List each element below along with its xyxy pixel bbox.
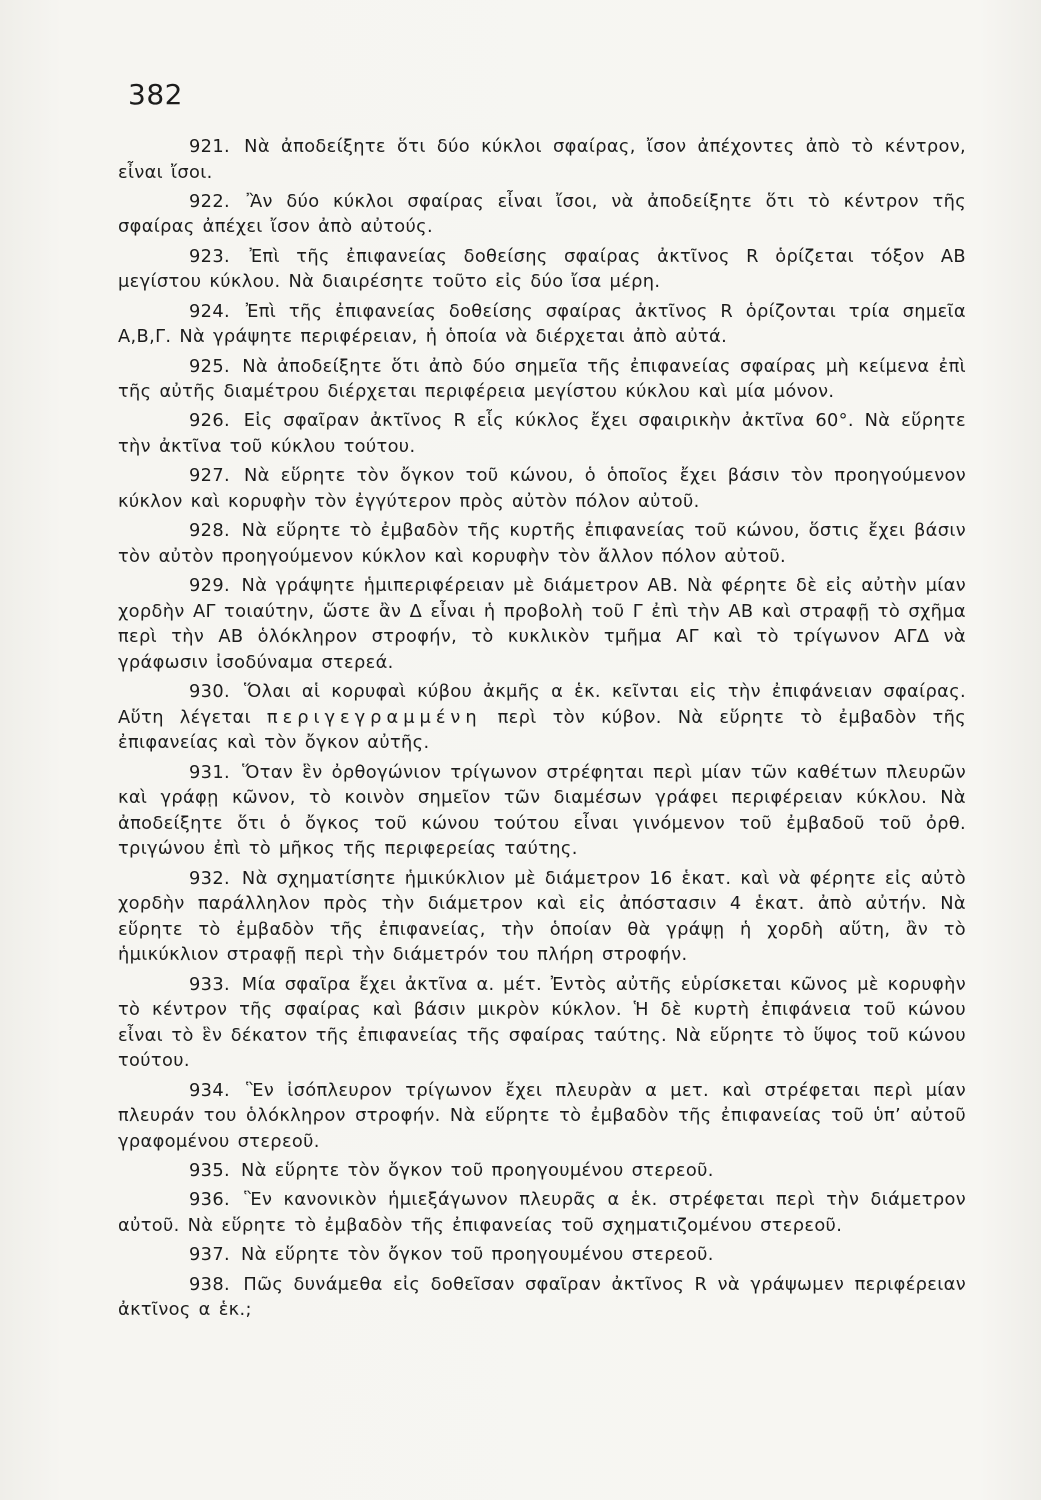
problem-list (118, 134, 966, 1327)
problem-text: Ὅταν ἓν ὀρθογώνιον τρίγωνον στρέφηται περὶ μίαν τῶν καθέτων πλευρῶν καὶ γράφῃ κῶνον, τὸ κοινὸν σημεῖον τῶν διαμέσων γράφει περιφέρειαν κύκλου. Νὰ ἀποδείξητε ὅτι ὁ ὄγκος τοῦ κώνου τούτου εἶναι γινόμενον τοῦ ἐμβαδοῦ τοῦ ὀρθ. τριγώνου ἐπὶ τὸ μῆκος τῆς περιφερείας ταύτης. (118, 761, 966, 860)
problem-number: 928. (189, 520, 230, 542)
problem-931 (118, 760, 966, 862)
problem-922 (118, 189, 966, 240)
problem-number: 922. (189, 190, 230, 212)
problem-text: Νὰ εὕρητε τὸν ὄγκον τοῦ προηγουμένου στερεοῦ. (241, 1244, 714, 1266)
problem-number: 937. (189, 1244, 230, 1266)
problem-929 (118, 573, 966, 675)
problem-number: 929. (189, 575, 230, 596)
problem-number: 933. (189, 973, 230, 995)
problem-text: Πῶς δυνάμεθα εἰς δοθεῖσαν σφαῖραν ἀκτῖνος R νὰ γράψωμεν περιφέρειαν ἀκτῖνος α ἑκ.; (118, 1273, 966, 1321)
problem-number: 932. (189, 867, 230, 889)
problem-text: Ὅλαι αἱ κορυφαὶ κύβου ἀκμῆς α ἑκ. κεῖνται εἰς τὴν ἐπιφάνειαν σφαίρας. Αὕτη λέγεται (118, 681, 966, 728)
problem-937 (118, 1242, 966, 1268)
problem-number: 936. (189, 1189, 230, 1211)
problem-number: 934. (189, 1079, 230, 1101)
problem-text: Νὰ γράψητε ἡμιπεριφέρειαν μὲ διάμετρον ΑΒ. Νὰ φέρητε δὲ εἰς αὐτὴν μίαν χορδὴν ΑΓ τοιαύτην, ὥστε ἂν Δ εἶναι ἡ προβολὴ τοῦ Γ ἐπὶ τὴν ΑΒ καὶ στραφῇ τὸ σχῆμα περὶ τὴν ΑΒ ὁλόκληρον στροφήν, τὸ κυκλικὸν τμῆμα ΑΓ καὶ τὸ τρίγωνον ΑΓΔ νὰ γράφωσιν ἰσοδύναμα στερεά. (118, 575, 966, 673)
problem-text: Ἂν δύο κύκλοι σφαίρας εἶναι ἴσοι, νὰ ἀποδείξητε ὅτι τὸ κέντρον τῆς σφαίρας ἀπέχει ἴσον ἀπὸ αὐτούς. (118, 190, 966, 238)
problem-938 (118, 1272, 966, 1323)
problem-933 (118, 972, 966, 1074)
problem-text: Ἐπὶ τῆς ἐπιφανείας δοθείσης σφαίρας ἀκτῖνος R ὁρίζεται τόξον ΑΒ μεγίστου κύκλου. Νὰ διαιρέσητε τοῦτο εἰς δύο ἴσα μέρη. (118, 245, 966, 293)
problem-number: 924. (189, 300, 230, 322)
problem-text: Ἓν κανονικὸν ἡμιεξάγωνον πλευρᾶς α ἑκ. στρέφεται περὶ τὴν διάμετρον αὐτοῦ. Νὰ εὕρητε τὸ ἐμβαδὸν τῆς ἐπιφανείας τοῦ σχηματιζομένου στερεοῦ. (118, 1189, 966, 1237)
problem-924 (118, 299, 966, 350)
problem-925 (118, 354, 966, 405)
problem-935 (118, 1158, 966, 1184)
problem-text: Μία σφαῖρα ἔχει ἀκτῖνα α. μέτ. Ἐντὸς αὐτῆς εὑρίσκεται κῶνος μὲ κορυφὴν τὸ κέντρον τῆς σφαίρας καὶ βάσιν μικρὸν κύκλον. Ἡ δὲ κυρτὴ ἐπιφάνεια τοῦ κώνου εἶναι τὸ ἓν δέκατον τῆς ἐπιφανείας τῆς σφαίρας ταύτης. Νὰ εὕρητε τὸ ὕψος τοῦ κώνου τούτου. (118, 973, 966, 1072)
problem-number: 925. (189, 355, 230, 377)
problem-926 (118, 408, 966, 459)
problem-text-continued: περὶ τὸν κύβον. Νὰ εὕρητε τὸ ἐμβαδὸν τῆς ἐπιφανείας καὶ τὸν ὄγκον αὐτῆς. (118, 706, 966, 754)
problem-930 (118, 679, 966, 756)
problem-number: 935. (189, 1160, 230, 1182)
problem-text: Εἰς σφαῖραν ἀκτῖνος R εἷς κύκλος ἔχει σφαιρικὴν ἀκτῖνα 60°. Νὰ εὕρητε τὴν ἀκτῖνα τοῦ κύκλου τούτου. (118, 410, 966, 457)
problem-number: 923. (189, 245, 230, 267)
problem-text: Νὰ ἀποδείξητε ὅτι ἀπὸ δύο σημεῖα τῆς ἐπιφανείας σφαίρας μὴ κείμενα ἐπὶ τῆς αὐτῆς διαμέτρου διέρχεται περιφέρεια μεγίστου κύκλου καὶ μία μόνον. (118, 355, 966, 403)
problem-number: 921. (189, 136, 230, 157)
spaced-emphasis-term: περιγεγραμμένη (266, 706, 482, 728)
problem-928 (118, 518, 966, 569)
problem-934 (118, 1078, 966, 1155)
problem-number: 926. (189, 410, 230, 432)
problem-927 (118, 463, 966, 514)
problem-921 (118, 134, 966, 185)
page-number: 382 (128, 78, 183, 111)
problem-number: 938. (189, 1273, 230, 1295)
problem-936 (118, 1187, 966, 1238)
problem-text: Νὰ εὕρητε τὸν ὄγκον τοῦ κώνου, ὁ ὁποῖος ἔχει βάσιν τὸν προηγούμενον κύκλον καὶ κορυφὴν τὸν ἐγγύτερον πρὸς αὐτὸν πόλον αὐτοῦ. (118, 465, 966, 512)
problem-text: Νὰ ἀποδείξητε ὅτι δύο κύκλοι σφαίρας, ἴσον ἀπέχοντες ἀπὸ τὸ κέντρον, εἶναι ἴσοι. (118, 136, 966, 183)
problem-text: Νὰ εὕρητε τὸ ἐμβαδὸν τῆς κυρτῆς ἐπιφανείας τοῦ κώνου, ὅστις ἔχει βάσιν τὸν αὐτὸν προηγούμενον κύκλον καὶ κορυφὴν τὸν ἄλλον πόλον αὐτοῦ. (118, 520, 966, 567)
problem-number: 927. (189, 465, 230, 487)
problem-text: Νὰ εὕρητε τὸν ὄγκον τοῦ προηγουμένου στερεοῦ. (241, 1160, 714, 1182)
problem-932 (118, 866, 966, 968)
problem-text: Ἓν ἰσόπλευρον τρίγωνον ἔχει πλευρὰν α μετ. καὶ στρέφεται περὶ μίαν πλευράν του ὁλόκληρον στροφήν. Νὰ εὕρητε τὸ ἐμβαδὸν τῆς ἐπιφανείας τοῦ ὑπ’ αὐτοῦ γραφομένου στερεοῦ. (118, 1079, 966, 1152)
problem-number: 930. (189, 681, 230, 703)
problem-text: Νὰ σχηματίσητε ἡμικύκλιον μὲ διάμετρον 16 ἑκατ. καὶ νὰ φέρητε εἰς αὐτὸ χορδὴν παράλληλον πρὸς τὴν διάμετρον καὶ εἰς ἀπόστασιν 4 ἑκατ. ἀπὸ αὐτήν. Νὰ εὕρητε τὸ ἐμβαδὸν τῆς ἐπιφανείας, τὴν ὁποίαν θὰ γράψῃ ἡ χορδὴ αὕτη, ἂν τὸ ἡμικύκλιον στραφῇ περὶ τὴν διάμετρόν του πλήρη στροφήν. (118, 867, 966, 966)
problem-text: Ἐπὶ τῆς ἐπιφανείας δοθείσης σφαίρας ἀκτῖνος R ὁρίζονται τρία σημεῖα Α,Β,Γ. Νὰ γράψητε περιφέρειαν, ἡ ὁποία νὰ διέρχεται ἀπὸ αὐτά. (118, 300, 966, 348)
problem-923 (118, 244, 966, 295)
problem-number: 931. (189, 761, 230, 783)
